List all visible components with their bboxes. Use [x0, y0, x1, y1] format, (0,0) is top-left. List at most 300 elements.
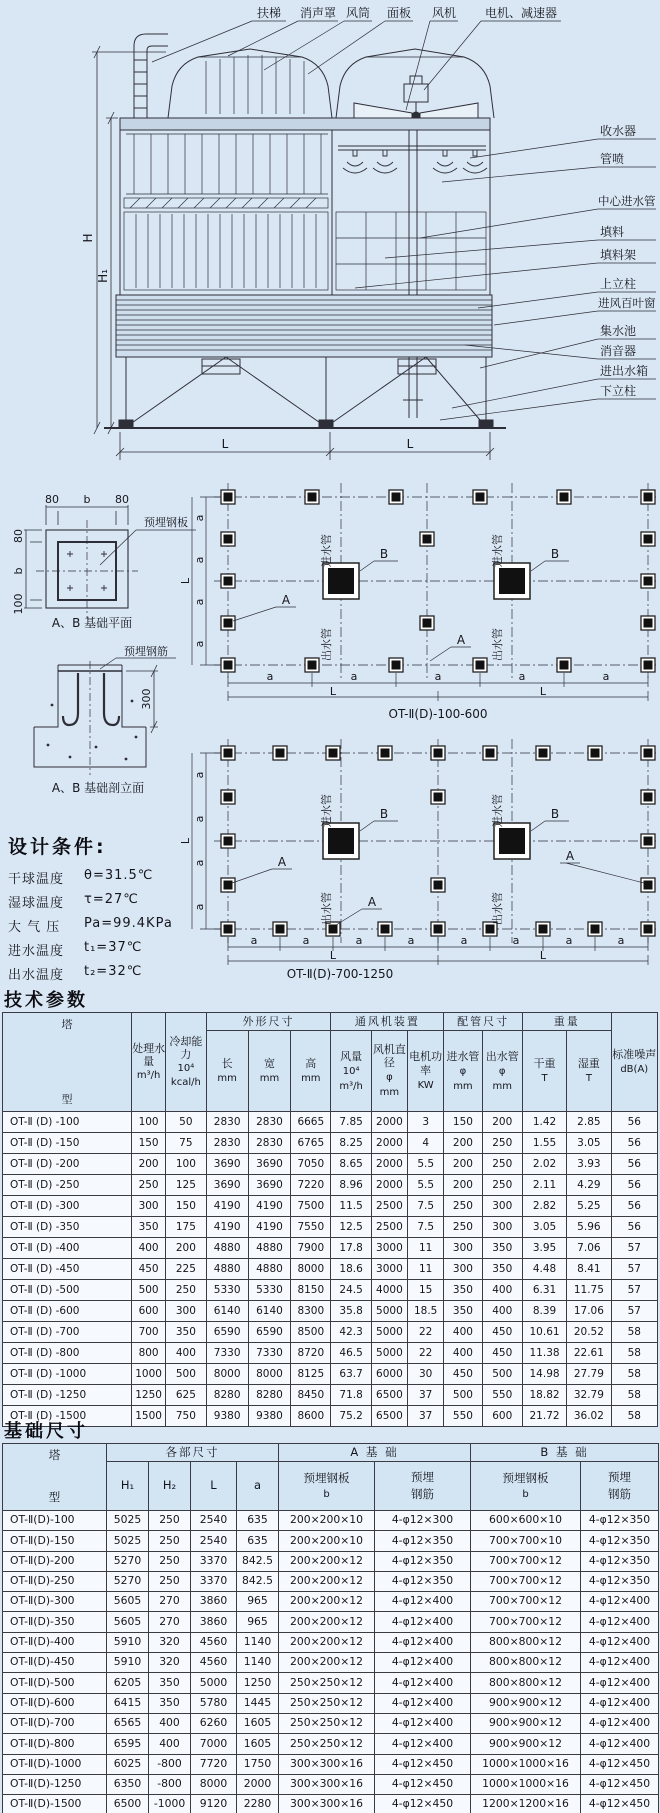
- model-cell: OT-Ⅱ (D) -500: [3, 1280, 132, 1301]
- value-cell: 4-φ12×350: [375, 1551, 471, 1571]
- value-cell: 57: [611, 1238, 657, 1259]
- dim-300: 300: [140, 688, 153, 710]
- value-cell: 32.79: [567, 1385, 611, 1406]
- value-cell: 350: [131, 1217, 165, 1238]
- value-cell: 4-φ12×400: [581, 1673, 659, 1693]
- model-cell: OT-Ⅱ (D) -1500: [3, 1406, 132, 1427]
- value-cell: 1500: [131, 1406, 165, 1427]
- model-cell: OT-Ⅱ (D) -800: [3, 1343, 132, 1364]
- value-cell: 8600: [291, 1406, 331, 1427]
- value-cell: 4-φ12×400: [375, 1673, 471, 1693]
- col-h2: H₂: [149, 1462, 191, 1511]
- value-cell: 4190: [248, 1196, 290, 1217]
- plan2-marker-a1: A: [277, 855, 287, 869]
- model-cell: OT-Ⅱ (D) -1250: [3, 1385, 132, 1406]
- value-cell: 17.06: [567, 1301, 611, 1322]
- value-cell: 635: [237, 1511, 279, 1531]
- value-cell: 3: [408, 1112, 444, 1133]
- plan2-dim-ba5: a: [460, 934, 468, 947]
- col-outlet-pipe: 出水管 φ mm: [482, 1031, 522, 1112]
- model-cell: OT-Ⅱ (D) -350: [3, 1217, 132, 1238]
- table-row: [3, 1673, 659, 1693]
- condition-value: Pa=99.4KPa: [84, 916, 173, 931]
- value-cell: 2500: [371, 1217, 407, 1238]
- value-cell: 8300: [291, 1301, 331, 1322]
- table-row: [3, 1343, 658, 1364]
- table-row: [3, 1734, 659, 1754]
- value-cell: 175: [166, 1217, 206, 1238]
- value-cell: 600: [482, 1406, 522, 1427]
- table-row: [3, 1259, 658, 1280]
- value-cell: 4.29: [567, 1175, 611, 1196]
- label-upper-column: 上立柱: [600, 277, 637, 291]
- value-cell: 350: [444, 1280, 482, 1301]
- plan2-outlet-pipe-2: 出水管: [491, 892, 504, 925]
- value-cell: 8000: [191, 1774, 237, 1794]
- value-cell: 35.8: [331, 1301, 371, 1322]
- table-row: [3, 1280, 658, 1301]
- value-cell: 8.65: [331, 1154, 371, 1175]
- value-cell: 4-φ12×400: [375, 1592, 471, 1612]
- value-cell: 450: [482, 1343, 522, 1364]
- plan1-marker-b2: B: [550, 547, 560, 561]
- value-cell: 6590: [248, 1322, 290, 1343]
- plan1-dim-ba2: a: [350, 670, 358, 683]
- motor-graphic: [404, 76, 428, 112]
- value-cell: 7.85: [331, 1112, 371, 1133]
- value-cell: 2000: [371, 1154, 407, 1175]
- value-cell: 300×300×16: [279, 1795, 375, 1813]
- table-row: [3, 1632, 659, 1652]
- value-cell: 5000: [371, 1301, 407, 1322]
- model-cell: OT-Ⅱ(D)-300: [3, 1592, 107, 1612]
- plan2-dim-a2: a: [193, 815, 206, 823]
- value-cell: 400: [444, 1322, 482, 1343]
- value-cell: 250: [482, 1175, 522, 1196]
- col-motor-power: 电机功率 KW: [408, 1031, 444, 1112]
- plan1-outlet-pipe-1: 出水管: [320, 628, 333, 661]
- value-cell: 400: [149, 1713, 191, 1733]
- value-cell: 5910: [107, 1653, 149, 1673]
- value-cell: 9120: [191, 1795, 237, 1813]
- condition-label: 湿球温度: [8, 896, 65, 911]
- plan1-marker-b1: B: [379, 547, 389, 561]
- value-cell: 5025: [107, 1511, 149, 1531]
- plan1-inlet-pipe-1: 进水管: [320, 534, 333, 567]
- value-cell: 18.82: [522, 1385, 566, 1406]
- value-cell: 5000: [191, 1673, 237, 1693]
- value-cell: 56: [611, 1112, 657, 1133]
- plan2-dim-ba1: a: [250, 934, 258, 947]
- value-cell: 6565: [107, 1713, 149, 1733]
- dim-80-top-right: 80: [115, 493, 129, 506]
- plan1-marker-a2: A: [456, 633, 466, 647]
- value-cell: 11.5: [331, 1196, 371, 1217]
- value-cell: 18.6: [331, 1259, 371, 1280]
- value-cell: 4-φ12×400: [581, 1693, 659, 1713]
- value-cell: 1445: [237, 1693, 279, 1713]
- value-cell: 225: [166, 1259, 206, 1280]
- plan2-dim-l-left: L: [179, 837, 192, 845]
- col-h1: H₁: [107, 1462, 149, 1511]
- dim-h1: H₁: [96, 269, 110, 283]
- value-cell: 4-φ12×350: [375, 1531, 471, 1551]
- tech-params-body: [3, 1112, 658, 1427]
- design-conditions-title: 设计条件:: [8, 836, 107, 858]
- value-cell: 3690: [206, 1175, 248, 1196]
- table-row: [3, 1364, 658, 1385]
- model-cell: OT-Ⅱ(D)-350: [3, 1612, 107, 1632]
- value-cell: 30: [408, 1364, 444, 1385]
- value-cell: 200: [131, 1154, 165, 1175]
- model-cell: OT-Ⅱ (D) -600: [3, 1301, 132, 1322]
- condition-atmospheric-pressure: [8, 916, 223, 935]
- value-cell: 625: [166, 1385, 206, 1406]
- plan2-inlet-pipe-2: 进水管: [491, 794, 504, 827]
- value-cell: 200×200×12: [279, 1551, 375, 1571]
- label-embedded-rebar: 预埋钢筋: [124, 645, 168, 658]
- condition-label: 大 气 压: [8, 920, 61, 935]
- anchor-plan-2: [179, 739, 656, 980]
- value-cell: 1200×1200×16: [471, 1795, 581, 1813]
- label-fill-frame: 填料架: [600, 248, 637, 262]
- value-cell: 200: [444, 1133, 482, 1154]
- col-length: 长 mm: [206, 1031, 248, 1112]
- group-fan-assembly: 通风机装置: [331, 1013, 444, 1031]
- value-cell: 22: [408, 1343, 444, 1364]
- value-cell: 4-φ12×400: [375, 1632, 471, 1652]
- value-cell: 5.25: [567, 1196, 611, 1217]
- value-cell: 56: [611, 1154, 657, 1175]
- value-cell: 3.05: [567, 1133, 611, 1154]
- value-cell: 1140: [237, 1653, 279, 1673]
- model-cell: OT-Ⅱ(D)-800: [3, 1734, 107, 1754]
- table-row: [3, 1653, 659, 1673]
- value-cell: 1605: [237, 1734, 279, 1754]
- value-cell: 8.41: [567, 1259, 611, 1280]
- model-cell: OT-Ⅱ(D)-250: [3, 1571, 107, 1591]
- value-cell: 3860: [191, 1592, 237, 1612]
- value-cell: 11: [408, 1238, 444, 1259]
- value-cell: 42.3: [331, 1322, 371, 1343]
- label-fill: 填料: [600, 225, 625, 239]
- value-cell: 965: [237, 1612, 279, 1632]
- value-cell: 800×800×12: [471, 1632, 581, 1652]
- value-cell: 58: [611, 1406, 657, 1427]
- model-cell: OT-Ⅱ(D)-600: [3, 1693, 107, 1713]
- table-row: [3, 1693, 659, 1713]
- label-embedded-plate: 预埋钢板: [144, 516, 188, 529]
- label-spray-pipe: 管喷: [600, 152, 625, 166]
- value-cell: 2000: [371, 1175, 407, 1196]
- value-cell: 5.96: [567, 1217, 611, 1238]
- foundation-dims-body: [3, 1511, 659, 1813]
- value-cell: 8000: [248, 1364, 290, 1385]
- value-cell: 6350: [107, 1774, 149, 1794]
- value-cell: 2000: [371, 1133, 407, 1154]
- value-cell: 6140: [206, 1301, 248, 1322]
- value-cell: 12.5: [331, 1217, 371, 1238]
- value-cell: 6765: [291, 1133, 331, 1154]
- plan1-dim-a4: a: [193, 640, 206, 648]
- model-cell: OT-Ⅱ (D) -250: [3, 1175, 132, 1196]
- value-cell: 4190: [248, 1217, 290, 1238]
- value-cell: 635: [237, 1531, 279, 1551]
- value-cell: 8150: [291, 1280, 331, 1301]
- value-cell: 200: [444, 1175, 482, 1196]
- value-cell: 7500: [291, 1196, 331, 1217]
- value-cell: 4-φ12×350: [581, 1531, 659, 1551]
- value-cell: 450: [444, 1364, 482, 1385]
- plan2-inlet-pipe-1: 进水管: [320, 794, 333, 827]
- value-cell: 7330: [206, 1343, 248, 1364]
- label-lower-column: 下立柱: [600, 384, 637, 398]
- support-legs: [119, 357, 493, 427]
- value-cell: 250: [149, 1531, 191, 1551]
- value-cell: 500: [166, 1364, 206, 1385]
- value-cell: 250: [444, 1196, 482, 1217]
- value-cell: 6260: [191, 1713, 237, 1733]
- value-cell: 350: [482, 1238, 522, 1259]
- value-cell: 2.82: [522, 1196, 566, 1217]
- value-cell: 5780: [191, 1693, 237, 1713]
- value-cell: 20.52: [567, 1322, 611, 1343]
- value-cell: 965: [237, 1592, 279, 1612]
- spray-system: [338, 146, 487, 173]
- value-cell: 320: [149, 1653, 191, 1673]
- value-cell: 8000: [291, 1259, 331, 1280]
- value-cell: 842.5: [237, 1551, 279, 1571]
- plan2-dim-ba8: a: [617, 934, 625, 947]
- value-cell: 250×250×12: [279, 1693, 375, 1713]
- dim-l-left: L: [221, 437, 229, 451]
- value-cell: 600×600×10: [471, 1511, 581, 1531]
- header-row-groups: [3, 1013, 658, 1031]
- plan1-dim-bl1: L: [329, 685, 337, 698]
- value-cell: 200: [444, 1154, 482, 1175]
- value-cell: 4-φ12×450: [375, 1774, 471, 1794]
- value-cell: 50: [166, 1112, 206, 1133]
- value-cell: 56: [611, 1175, 657, 1196]
- col-b-plate: 预埋钢板 b: [471, 1462, 581, 1511]
- condition-value: t₂=32℃: [84, 964, 143, 979]
- plan1-dim-ba5: a: [602, 670, 610, 683]
- label-air-louver: 进风百叶窗: [598, 296, 656, 310]
- value-cell: 6595: [107, 1734, 149, 1754]
- anchor-plan-1: [179, 483, 656, 721]
- value-cell: 5270: [107, 1571, 149, 1591]
- label-panel: 面板: [386, 6, 412, 20]
- value-cell: 5330: [248, 1280, 290, 1301]
- value-cell: 4560: [191, 1653, 237, 1673]
- value-cell: 2830: [248, 1133, 290, 1154]
- central-pipe: [403, 130, 423, 418]
- value-cell: 5000: [371, 1322, 407, 1343]
- model-cell: OT-Ⅱ(D)-450: [3, 1653, 107, 1673]
- value-cell: 250: [482, 1154, 522, 1175]
- value-cell: 200: [482, 1112, 522, 1133]
- value-cell: -800: [149, 1754, 191, 1774]
- value-cell: 750: [166, 1406, 206, 1427]
- plan2-caption: OT-Ⅱ(D)-700-1250: [286, 967, 394, 980]
- plan1-dim-bl2: L: [539, 685, 547, 698]
- value-cell: 250: [482, 1133, 522, 1154]
- table-row: [3, 1175, 658, 1196]
- condition-dry-bulb: [8, 868, 223, 887]
- value-cell: 150: [444, 1112, 482, 1133]
- value-cell: 8000: [206, 1364, 248, 1385]
- value-cell: 6500: [371, 1406, 407, 1427]
- value-cell: 58: [611, 1385, 657, 1406]
- value-cell: 4000: [371, 1280, 407, 1301]
- value-cell: 6.31: [522, 1280, 566, 1301]
- value-cell: 350: [166, 1322, 206, 1343]
- value-cell: 700×700×12: [471, 1551, 581, 1571]
- plan1-dim-l-left: L: [179, 577, 192, 585]
- condition-label: 干球温度: [8, 872, 65, 887]
- value-cell: 7900: [291, 1238, 331, 1259]
- group-pipe-sizes: 配管尺寸: [444, 1013, 523, 1031]
- value-cell: 5025: [107, 1531, 149, 1551]
- col-l: L: [191, 1462, 237, 1511]
- value-cell: 450: [482, 1322, 522, 1343]
- value-cell: 8280: [248, 1385, 290, 1406]
- value-cell: -1000: [149, 1795, 191, 1813]
- value-cell: 350: [149, 1673, 191, 1693]
- group-a-foundation: A 基 础: [279, 1444, 471, 1462]
- value-cell: 250: [444, 1217, 482, 1238]
- value-cell: 700: [131, 1322, 165, 1343]
- value-cell: 7.06: [567, 1238, 611, 1259]
- foundation-dims-table: [2, 1443, 659, 1813]
- value-cell: 4-φ12×400: [581, 1612, 659, 1632]
- plan1-dim-a2: a: [193, 556, 206, 564]
- value-cell: 200×200×12: [279, 1653, 375, 1673]
- value-cell: 11.38: [522, 1343, 566, 1364]
- value-cell: 4-φ12×400: [375, 1713, 471, 1733]
- label-basin: 集水池: [600, 324, 637, 338]
- value-cell: 250: [149, 1571, 191, 1591]
- value-cell: 400: [166, 1343, 206, 1364]
- value-cell: 100: [131, 1112, 165, 1133]
- value-cell: 300: [482, 1217, 522, 1238]
- plan2-marker-a2: A: [565, 849, 575, 863]
- value-cell: 6140: [248, 1301, 290, 1322]
- col-a-rebar: 预埋 钢筋: [375, 1462, 471, 1511]
- value-cell: 4880: [248, 1259, 290, 1280]
- value-cell: 2.85: [567, 1112, 611, 1133]
- table-row: [3, 1112, 658, 1133]
- value-cell: 6500: [107, 1795, 149, 1813]
- value-cell: 6205: [107, 1673, 149, 1693]
- value-cell: 125: [166, 1175, 206, 1196]
- col-height: 高 mm: [291, 1031, 331, 1112]
- elevation-drawing: [0, 0, 660, 475]
- plan2-dim-ba7: a: [565, 934, 573, 947]
- col-airflow: 风量 10⁴ m³/h: [331, 1031, 371, 1112]
- value-cell: 4880: [248, 1238, 290, 1259]
- value-cell: 1250: [237, 1673, 279, 1693]
- value-cell: 200×200×12: [279, 1632, 375, 1652]
- dim-h: H: [81, 233, 95, 243]
- value-cell: 58: [611, 1322, 657, 1343]
- value-cell: 75: [166, 1133, 206, 1154]
- value-cell: 7.5: [408, 1196, 444, 1217]
- value-cell: 600: [131, 1301, 165, 1322]
- value-cell: 1605: [237, 1713, 279, 1733]
- value-cell: 3690: [206, 1154, 248, 1175]
- height-dimensions: [92, 46, 166, 434]
- value-cell: 56: [611, 1217, 657, 1238]
- condition-value: t₁=37℃: [84, 940, 143, 955]
- dim-80-top-left: 80: [45, 493, 59, 506]
- col-throughput: 处理水量 m³/h: [131, 1013, 165, 1112]
- model-cell: OT-Ⅱ(D)-1500: [3, 1795, 107, 1813]
- col-cooling-capacity: 冷却能力 10⁴ kcal/h: [166, 1013, 206, 1112]
- table-row: [3, 1385, 658, 1406]
- value-cell: 100: [166, 1154, 206, 1175]
- value-cell: 700×700×12: [471, 1571, 581, 1591]
- value-cell: 6025: [107, 1754, 149, 1774]
- plan2-dim-bl1: L: [329, 949, 337, 962]
- model-cell: OT-Ⅱ (D) -1000: [3, 1364, 132, 1385]
- value-cell: 1000×1000×16: [471, 1754, 581, 1774]
- model-cell: OT-Ⅱ (D) -700: [3, 1322, 132, 1343]
- value-cell: 150: [131, 1133, 165, 1154]
- model-cell: OT-Ⅱ(D)-1000: [3, 1754, 107, 1774]
- value-cell: 21.72: [522, 1406, 566, 1427]
- plan1-dim-ba1: a: [266, 670, 274, 683]
- value-cell: 8280: [206, 1385, 248, 1406]
- upper-slats: [134, 134, 321, 194]
- value-cell: 1140: [237, 1632, 279, 1652]
- bottom-dimensions: [116, 432, 494, 460]
- value-cell: 4880: [206, 1259, 248, 1280]
- value-cell: 14.98: [522, 1364, 566, 1385]
- foundation-section-detail: [34, 658, 176, 775]
- label-center-inlet-pipe: 中心进水管: [598, 194, 656, 208]
- value-cell: 900×900×12: [471, 1693, 581, 1713]
- value-cell: 4-φ12×450: [581, 1774, 659, 1794]
- table-row: [3, 1154, 658, 1175]
- value-cell: 3370: [191, 1571, 237, 1591]
- value-cell: 18.5: [408, 1301, 444, 1322]
- value-cell: 8500: [291, 1322, 331, 1343]
- value-cell: 3690: [248, 1175, 290, 1196]
- value-cell: 350: [482, 1259, 522, 1280]
- value-cell: 200×200×10: [279, 1531, 375, 1551]
- group-outline-dims: 外形尺寸: [206, 1013, 331, 1031]
- ladder-graphic: [134, 34, 168, 118]
- value-cell: 200×200×10: [279, 1511, 375, 1531]
- plan2-dim-ba6: a: [512, 934, 520, 947]
- plan1-dim-ba3: a: [434, 670, 442, 683]
- value-cell: 4-φ12×450: [581, 1795, 659, 1813]
- model-cell: OT-Ⅱ(D)-200: [3, 1551, 107, 1571]
- value-cell: 7050: [291, 1154, 331, 1175]
- plan1-caption: OT-Ⅱ(D)-100-600: [388, 707, 488, 721]
- value-cell: 300: [482, 1196, 522, 1217]
- plan2-dim-a1: a: [193, 771, 206, 779]
- value-cell: 4-φ12×400: [581, 1653, 659, 1673]
- value-cell: 5.5: [408, 1175, 444, 1196]
- value-cell: 5605: [107, 1612, 149, 1632]
- value-cell: 2540: [191, 1531, 237, 1551]
- table-row: [3, 1551, 659, 1571]
- value-cell: 6665: [291, 1112, 331, 1133]
- dim-l-right: L: [406, 437, 414, 451]
- value-cell: 400: [482, 1280, 522, 1301]
